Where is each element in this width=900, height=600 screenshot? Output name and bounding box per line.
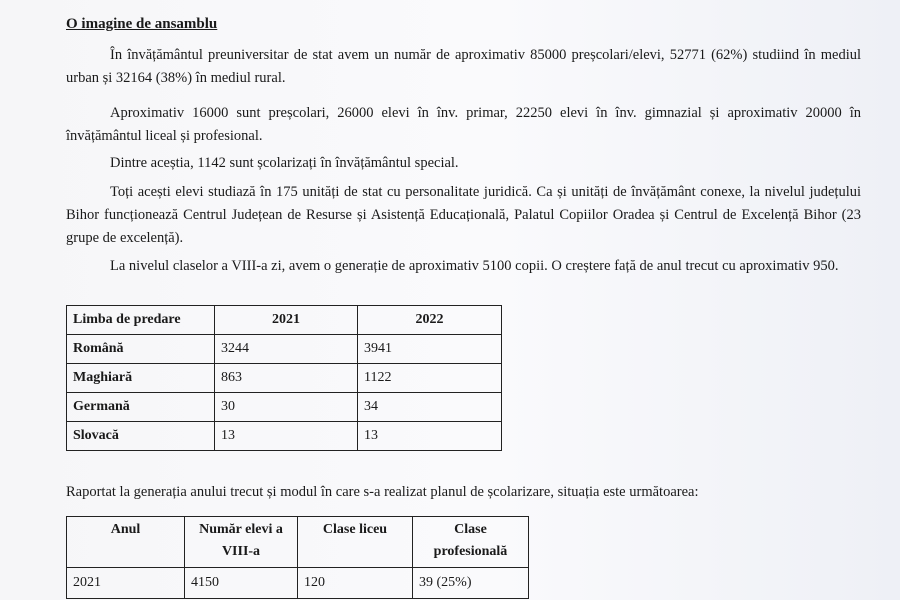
paragraph-overview: În învățământul preuniversitar de stat avem un număr de aproximativ 85000 preșcolari/elevi, 52771 (62%) studiind în mediul urban și 32164 (38%) în mediul rural. <box>66 47 861 86</box>
row-language: Slovacă <box>67 422 215 451</box>
row-language: Română <box>67 335 215 364</box>
column-header-vocational-classes: Clase profesională <box>413 517 529 568</box>
table-header-row <box>67 517 529 568</box>
row-value-2022: 34 <box>358 393 502 422</box>
row-value-2021: 3244 <box>215 335 358 364</box>
paragraph-units: Toți acești elevi studiază în 175 unități de stat cu personalitate juridică. Ca și unități de învățământ conexe, la nivelul județului Bihor funcționează Centrul Județean de Resurse și Asistență Educațională, Palatul Copiilor Oradea și Centrul de Excelență Bihor (23 grupe de excelență). <box>66 184 861 246</box>
table2-caption: Raportat la generația anului trecut și modul în care s-a realizat planul de școlarizare, situația este următoarea: <box>66 484 699 500</box>
row-students: 4150 <box>185 568 298 599</box>
row-value-2021: 13 <box>215 422 358 451</box>
table-row <box>67 364 502 393</box>
table-header-row <box>67 306 502 335</box>
table-row <box>67 335 502 364</box>
table-row <box>67 422 502 451</box>
row-value-2021: 863 <box>215 364 358 393</box>
row-year: 2021 <box>67 568 185 599</box>
table-row <box>67 568 529 599</box>
language-table <box>66 305 502 451</box>
row-vocational-classes: 39 (25%) <box>413 568 529 599</box>
row-value-2021: 30 <box>215 393 358 422</box>
column-header-high-school-classes: Clase liceu <box>298 517 413 568</box>
column-header-2022: 2022 <box>358 306 502 335</box>
row-value-2022: 1122 <box>358 364 502 393</box>
row-language: Germană <box>67 393 215 422</box>
row-value-2022: 13 <box>358 422 502 451</box>
table-row <box>67 393 502 422</box>
enrollment-plan-table <box>66 516 529 599</box>
column-header-language: Limba de predare <box>67 306 215 335</box>
row-high-school-classes: 120 <box>298 568 413 599</box>
paragraph-levels: Aproximativ 16000 sunt preșcolari, 26000 elevi în înv. primar, 22250 elevi în înv. gimnazial și aproximativ 20000 în învățământul liceal și profesional. <box>66 105 861 144</box>
column-header-2021: 2021 <box>215 306 358 335</box>
paragraph-generation: La nivelul claselor a VIII-a zi, avem o generație de aproximativ 5100 copii. O creștere față de anul trecut cu aproximativ 950. <box>110 258 839 274</box>
row-value-2022: 3941 <box>358 335 502 364</box>
column-header-year: Anul <box>67 517 185 568</box>
section-heading: O imagine de ansamblu <box>66 16 218 32</box>
column-header-students: Număr elevi a VIII-a <box>185 517 298 568</box>
row-language: Maghiară <box>67 364 215 393</box>
paragraph-special: Dintre aceștia, 1142 sunt școlarizați în învățământul special. <box>110 155 459 171</box>
